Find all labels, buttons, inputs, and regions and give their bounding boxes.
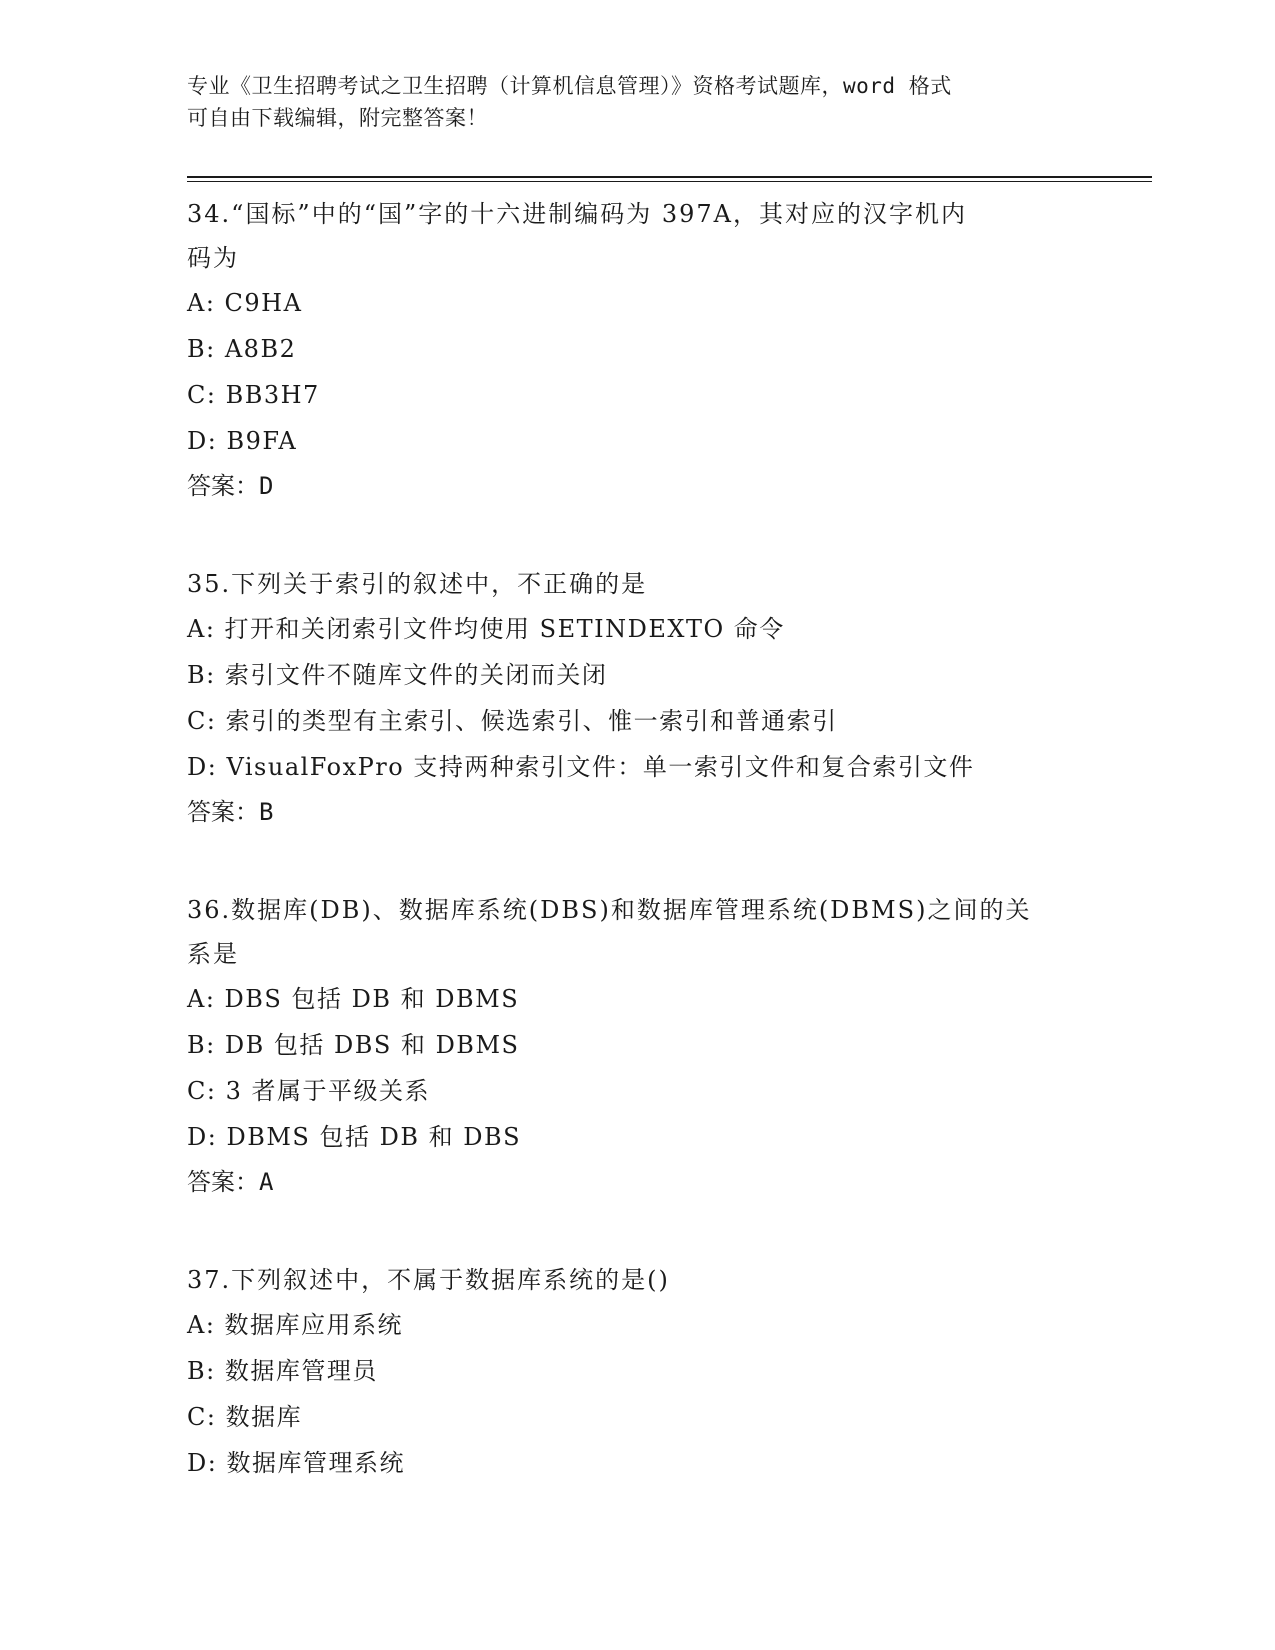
option-c: C: BB3H7 [187, 381, 320, 409]
option-d: D: DBMS 包括 DB 和 DBS [187, 1123, 522, 1151]
question-stem-line: 34.“国标”中的“国”字的十六进制编码为 397A，其对应的汉字机内 [187, 200, 968, 228]
answer-line [187, 464, 1087, 508]
answer-label: 答案： [187, 472, 259, 500]
answer-value: D [259, 472, 274, 500]
option-c: C: 数据库 [187, 1403, 303, 1431]
option-a: A: C9HA [187, 289, 303, 317]
option-b: B: DB 包括 DBS 和 DBMS [187, 1031, 520, 1059]
question-35 [187, 562, 1087, 834]
question-stem [187, 1258, 1087, 1302]
option-d: D: VisualFoxPro 支持两种索引文件：单一索引文件和复合索引文件 [187, 753, 975, 781]
question-stem-line: 36.数据库(DB)、数据库系统(DBS)和数据库管理系统(DBMS)之间的关 [187, 896, 1032, 924]
answer-label: 答案： [187, 798, 259, 826]
answer-line [187, 790, 1087, 834]
question-36 [187, 888, 1087, 1204]
question-stem-line: 码为 [187, 244, 239, 272]
answer-line [187, 1160, 1087, 1204]
header-line-1: 专业《卫生招聘考试之卫生招聘（计算机信息管理）》资格考试题库，word 格式 [187, 74, 952, 98]
option-b: B: A8B2 [187, 335, 297, 363]
question-37 [187, 1258, 1087, 1486]
question-stem [187, 192, 1087, 280]
question-stem-line: 系是 [187, 940, 239, 968]
document-header [187, 70, 1087, 134]
answer-value: A [259, 1168, 274, 1196]
option-a: A: 数据库应用系统 [187, 1311, 404, 1339]
answer-value: B [259, 798, 274, 826]
question-stem-line: 35.下列关于索引的叙述中，不正确的是 [187, 570, 648, 598]
answer-label: 答案： [187, 1168, 259, 1196]
header-divider-thin [187, 181, 1152, 182]
option-a: A: DBS 包括 DB 和 DBMS [187, 985, 520, 1013]
question-stem-line: 37.下列叙述中，不属于数据库系统的是() [187, 1266, 670, 1294]
option-a: A: 打开和关闭索引文件均使用 SETINDEXTO 命令 [187, 615, 785, 643]
question-list [187, 192, 1087, 1486]
header-line-2: 可自由下载编辑，附完整答案！ [187, 106, 488, 130]
option-b: B: 索引文件不随库文件的关闭而关闭 [187, 661, 608, 689]
question-stem [187, 888, 1087, 976]
option-c: C: 3 者属于平级关系 [187, 1077, 430, 1105]
option-d: D: B9FA [187, 427, 298, 455]
question-34 [187, 192, 1087, 508]
question-stem [187, 562, 1087, 606]
option-b: B: 数据库管理员 [187, 1357, 378, 1385]
header-divider-thick [187, 176, 1152, 178]
option-c: C: 索引的类型有主索引、候选索引、惟一索引和普通索引 [187, 707, 838, 735]
option-d: D: 数据库管理系统 [187, 1449, 405, 1477]
